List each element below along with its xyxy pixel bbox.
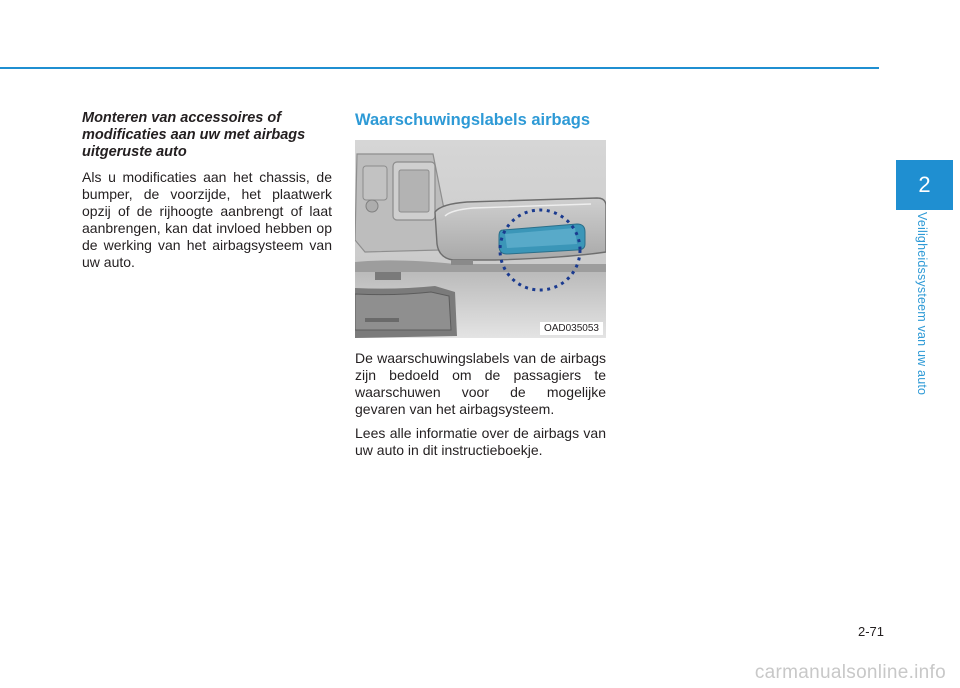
sun-visor-illustration <box>355 140 606 338</box>
chapter-tab: 2 <box>896 160 953 210</box>
accessories-paragraph: Als u modificaties aan het chassis, de bumper, de voorzijde, het plaatwerk opzij of de rijhoogte aanbrengt of laat aanbrengen, kan dat invloed hebben op de werking van het airbagsysteem van uw auto. <box>82 169 332 270</box>
read-manual-paragraph: Lees alle informatie over de airbags van uw auto in dit instructieboekje. <box>355 425 606 458</box>
left-column <box>82 110 332 278</box>
accessories-heading: Monteren van accessoires of modificaties aan uw met airbags uitgeruste auto <box>82 110 306 160</box>
chapter-title: Veiligheidssysteem van uw auto <box>915 212 929 396</box>
top-rule <box>0 67 879 69</box>
sun-visor-drawing <box>355 140 606 338</box>
page-number: 2-71 <box>857 624 884 639</box>
chapter-title-wrap <box>896 212 953 412</box>
watermark: carmanualsonline.info <box>754 662 946 683</box>
warning-labels-paragraph: De waarschuwingslabels van de airbags zijn bedoeld om de passagiers te waarschuwen voor de mogelijke gevaren van het airbagsysteem. <box>355 350 606 417</box>
figure-code: OAD035053 <box>540 322 603 335</box>
middle-column <box>355 110 606 466</box>
section-heading: Waarschuwingslabels airbags <box>355 111 591 129</box>
